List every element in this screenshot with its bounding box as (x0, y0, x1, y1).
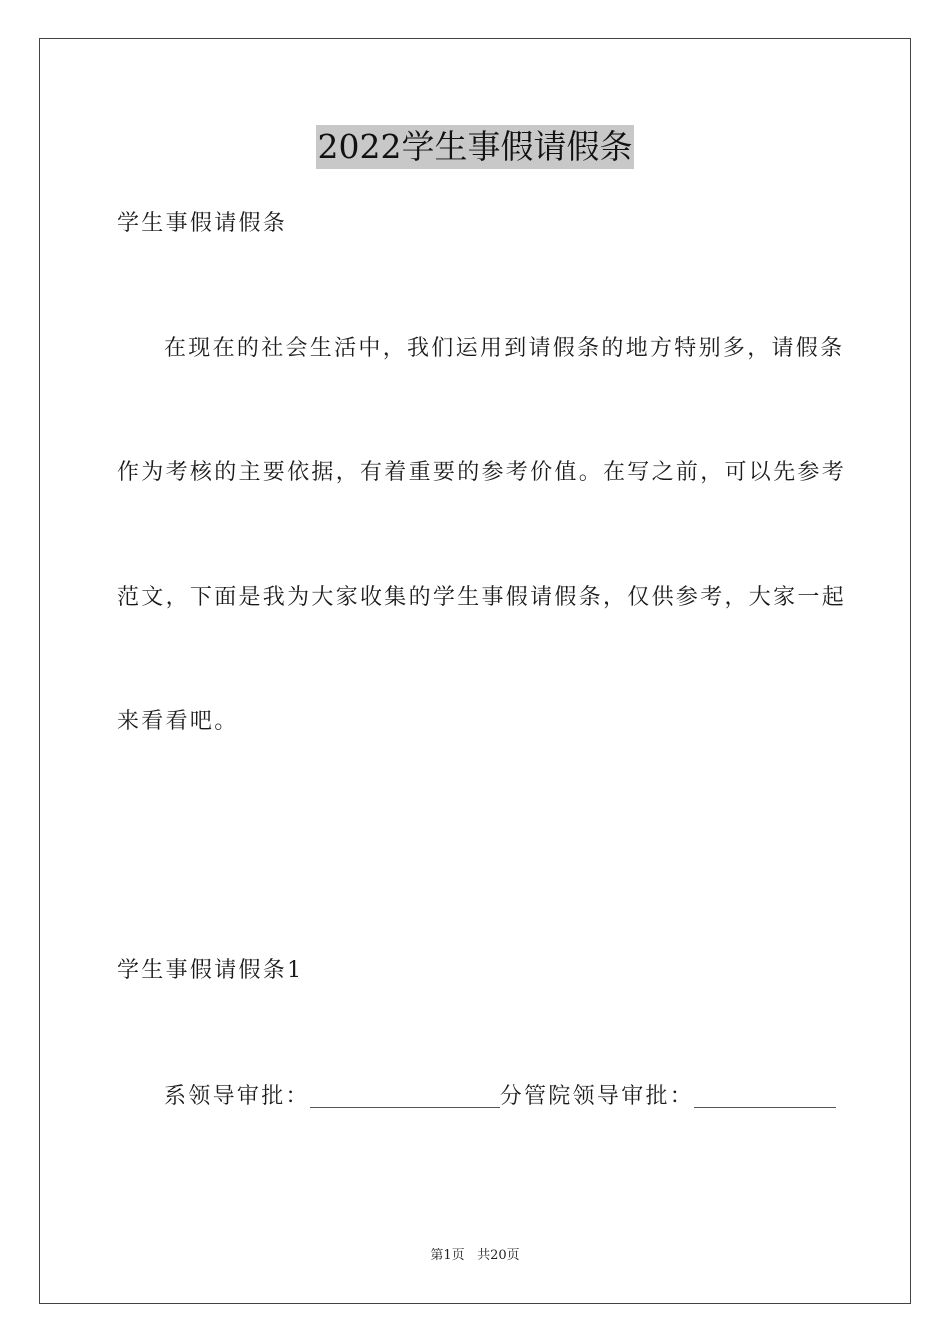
dept-leader-signature-blank[interactable] (310, 1085, 500, 1108)
intro-line-4: 来看看吧。 (117, 709, 239, 734)
intro-line-2: 作为考核的主要依据，有着重要的参考价值。在写之前，可以先参考 (117, 460, 847, 485)
document-subtitle: 学生事假请假条 (117, 211, 288, 236)
intro-line-3: 范文，下面是我为大家收集的学生事假请假条，仅供参考，大家一起 (117, 585, 847, 610)
page-number: 第1页 (430, 1248, 465, 1263)
page-footer (0, 1247, 950, 1265)
intro-line-1: 在现在的社会生活中，我们运用到请假条的地方特别多，请假条 (164, 336, 845, 361)
title-container (0, 125, 950, 169)
document-title: 2022学生事假请假条 (316, 125, 635, 169)
page-total: 共20页 (477, 1248, 520, 1263)
dept-leader-label: 系领导审批： (164, 1084, 310, 1109)
college-leader-label: 分管院领导审批： (499, 1084, 695, 1109)
signature-row (164, 1082, 836, 1112)
section-heading: 学生事假请假条1 (117, 958, 304, 983)
college-leader-signature-blank[interactable] (694, 1085, 836, 1108)
